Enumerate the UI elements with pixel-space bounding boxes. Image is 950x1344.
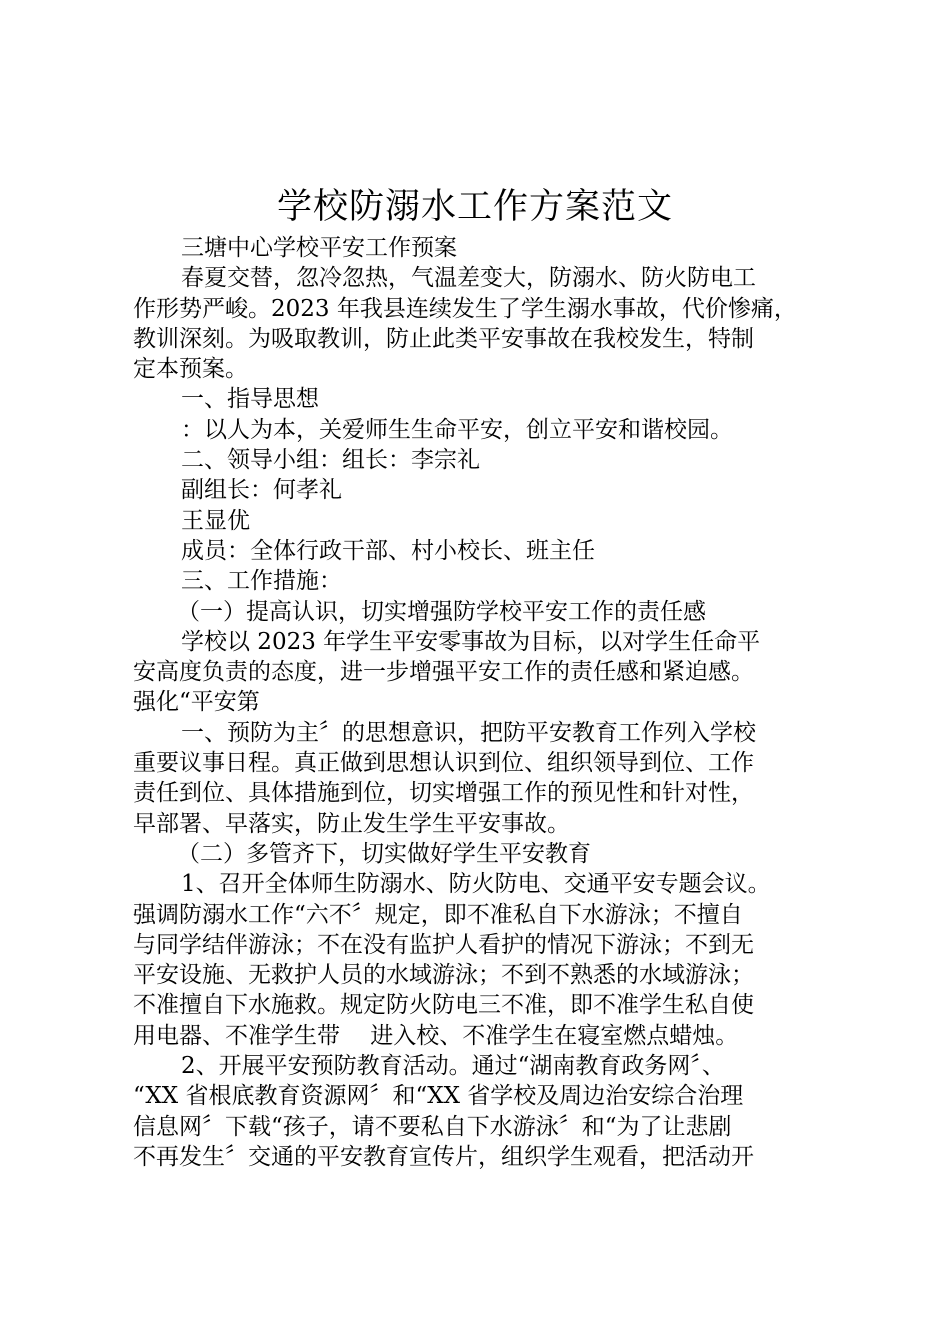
section-heading: 三、工作措施： <box>181 568 342 595</box>
paragraph-line: 重要议事日程。真正做到思想认识到位、组织领导到位、工作 <box>133 750 754 777</box>
subsection-heading: （二）多管齐下，切实做好学生平安教育 <box>177 840 591 867</box>
document-title: 学校防溺水工作方案范文 <box>276 187 673 227</box>
paragraph-line: 早部署、早落实，防止发生学生平安事故。 <box>133 810 570 837</box>
paragraph-line: 不准擅自下水施救。规定防火防电三不准，即不准学生私自使 <box>133 992 754 1019</box>
document-body <box>133 233 833 1172</box>
paragraph-line: 学校以 2023 年学生平安零事故为目标，以对学生任命平 <box>181 628 761 655</box>
section-heading: 二、领导小组：组长：李宗礼 <box>181 447 480 474</box>
paragraph-line: 责任到位、具体措施到位，切实增强工作的预见性和针对性， <box>133 780 754 807</box>
subsection-heading: （一）提高认识，切实增强防学校平安工作的责任感 <box>177 598 706 625</box>
paragraph-line: 1、召开全体师生防溺水、防火防电、交通平安专题会议。 <box>181 871 771 898</box>
paragraph-line: 王显优 <box>181 507 250 534</box>
paragraph-line: 用电器、不准学生带 进入校、不准学生在寝室燃点蜡烛。 <box>133 1022 739 1049</box>
paragraph-line: 平安设施、无救护人员的水域游泳；不到不熟悉的水域游泳； <box>133 962 754 989</box>
paragraph-line: 不再发生〞交通的平安教育宣传片，组织学生观看，把活动开 <box>133 1143 754 1170</box>
paragraph-line: 三塘中心学校平安工作预案 <box>181 235 457 261</box>
paragraph-line: 作形势严峻。2023 年我县连续发生了学生溺水事故，代价惨痛， <box>133 295 797 322</box>
paragraph-line: 强调防溺水工作“六不〞规定，即不准私自下水游泳；不擅自 <box>133 901 743 928</box>
paragraph-line: 2、开展平安预防教育活动。通过“湖南教育政务网〞、 <box>181 1053 725 1080</box>
paragraph-line: 强化“平安第 <box>133 689 260 716</box>
paragraph-line: 成员：全体行政干部、村小校长、班主任 <box>181 537 595 564</box>
paragraph-line: 一、预防为主〞的思想意识，把防平安教育工作列入学校 <box>181 719 756 746</box>
paragraph-line: 安高度负责的态度，进一步增强平安工作的责任感和紧迫感。 <box>133 659 754 686</box>
section-heading: 一、指导思想 <box>181 386 319 413</box>
paragraph-line: 与同学结伴游泳；不在没有监护人看护的情况下游泳；不到无 <box>133 931 754 958</box>
paragraph-line: 副组长：何孝礼 <box>181 477 342 504</box>
paragraph-line: 春夏交替，忽冷忽热，气温差变大，防溺水、防火防电工 <box>181 265 756 292</box>
paragraph-line: 定本预案。 <box>133 356 248 383</box>
paragraph-line: 教训深刻。为吸取教训，防止此类平安事故在我校发生，特制 <box>133 325 754 352</box>
paragraph-line: “XX 省根底教育资源网〞和“XX 省学校及周边治安综合治理 <box>133 1083 744 1110</box>
paragraph-line: ：以人为本，关爱师生生命平安，创立平安和谐校园。 <box>181 416 733 443</box>
paragraph-line: 信息网〞下载“孩子，请不要私自下水游泳〞和“为了让悲剧 <box>133 1113 732 1140</box>
